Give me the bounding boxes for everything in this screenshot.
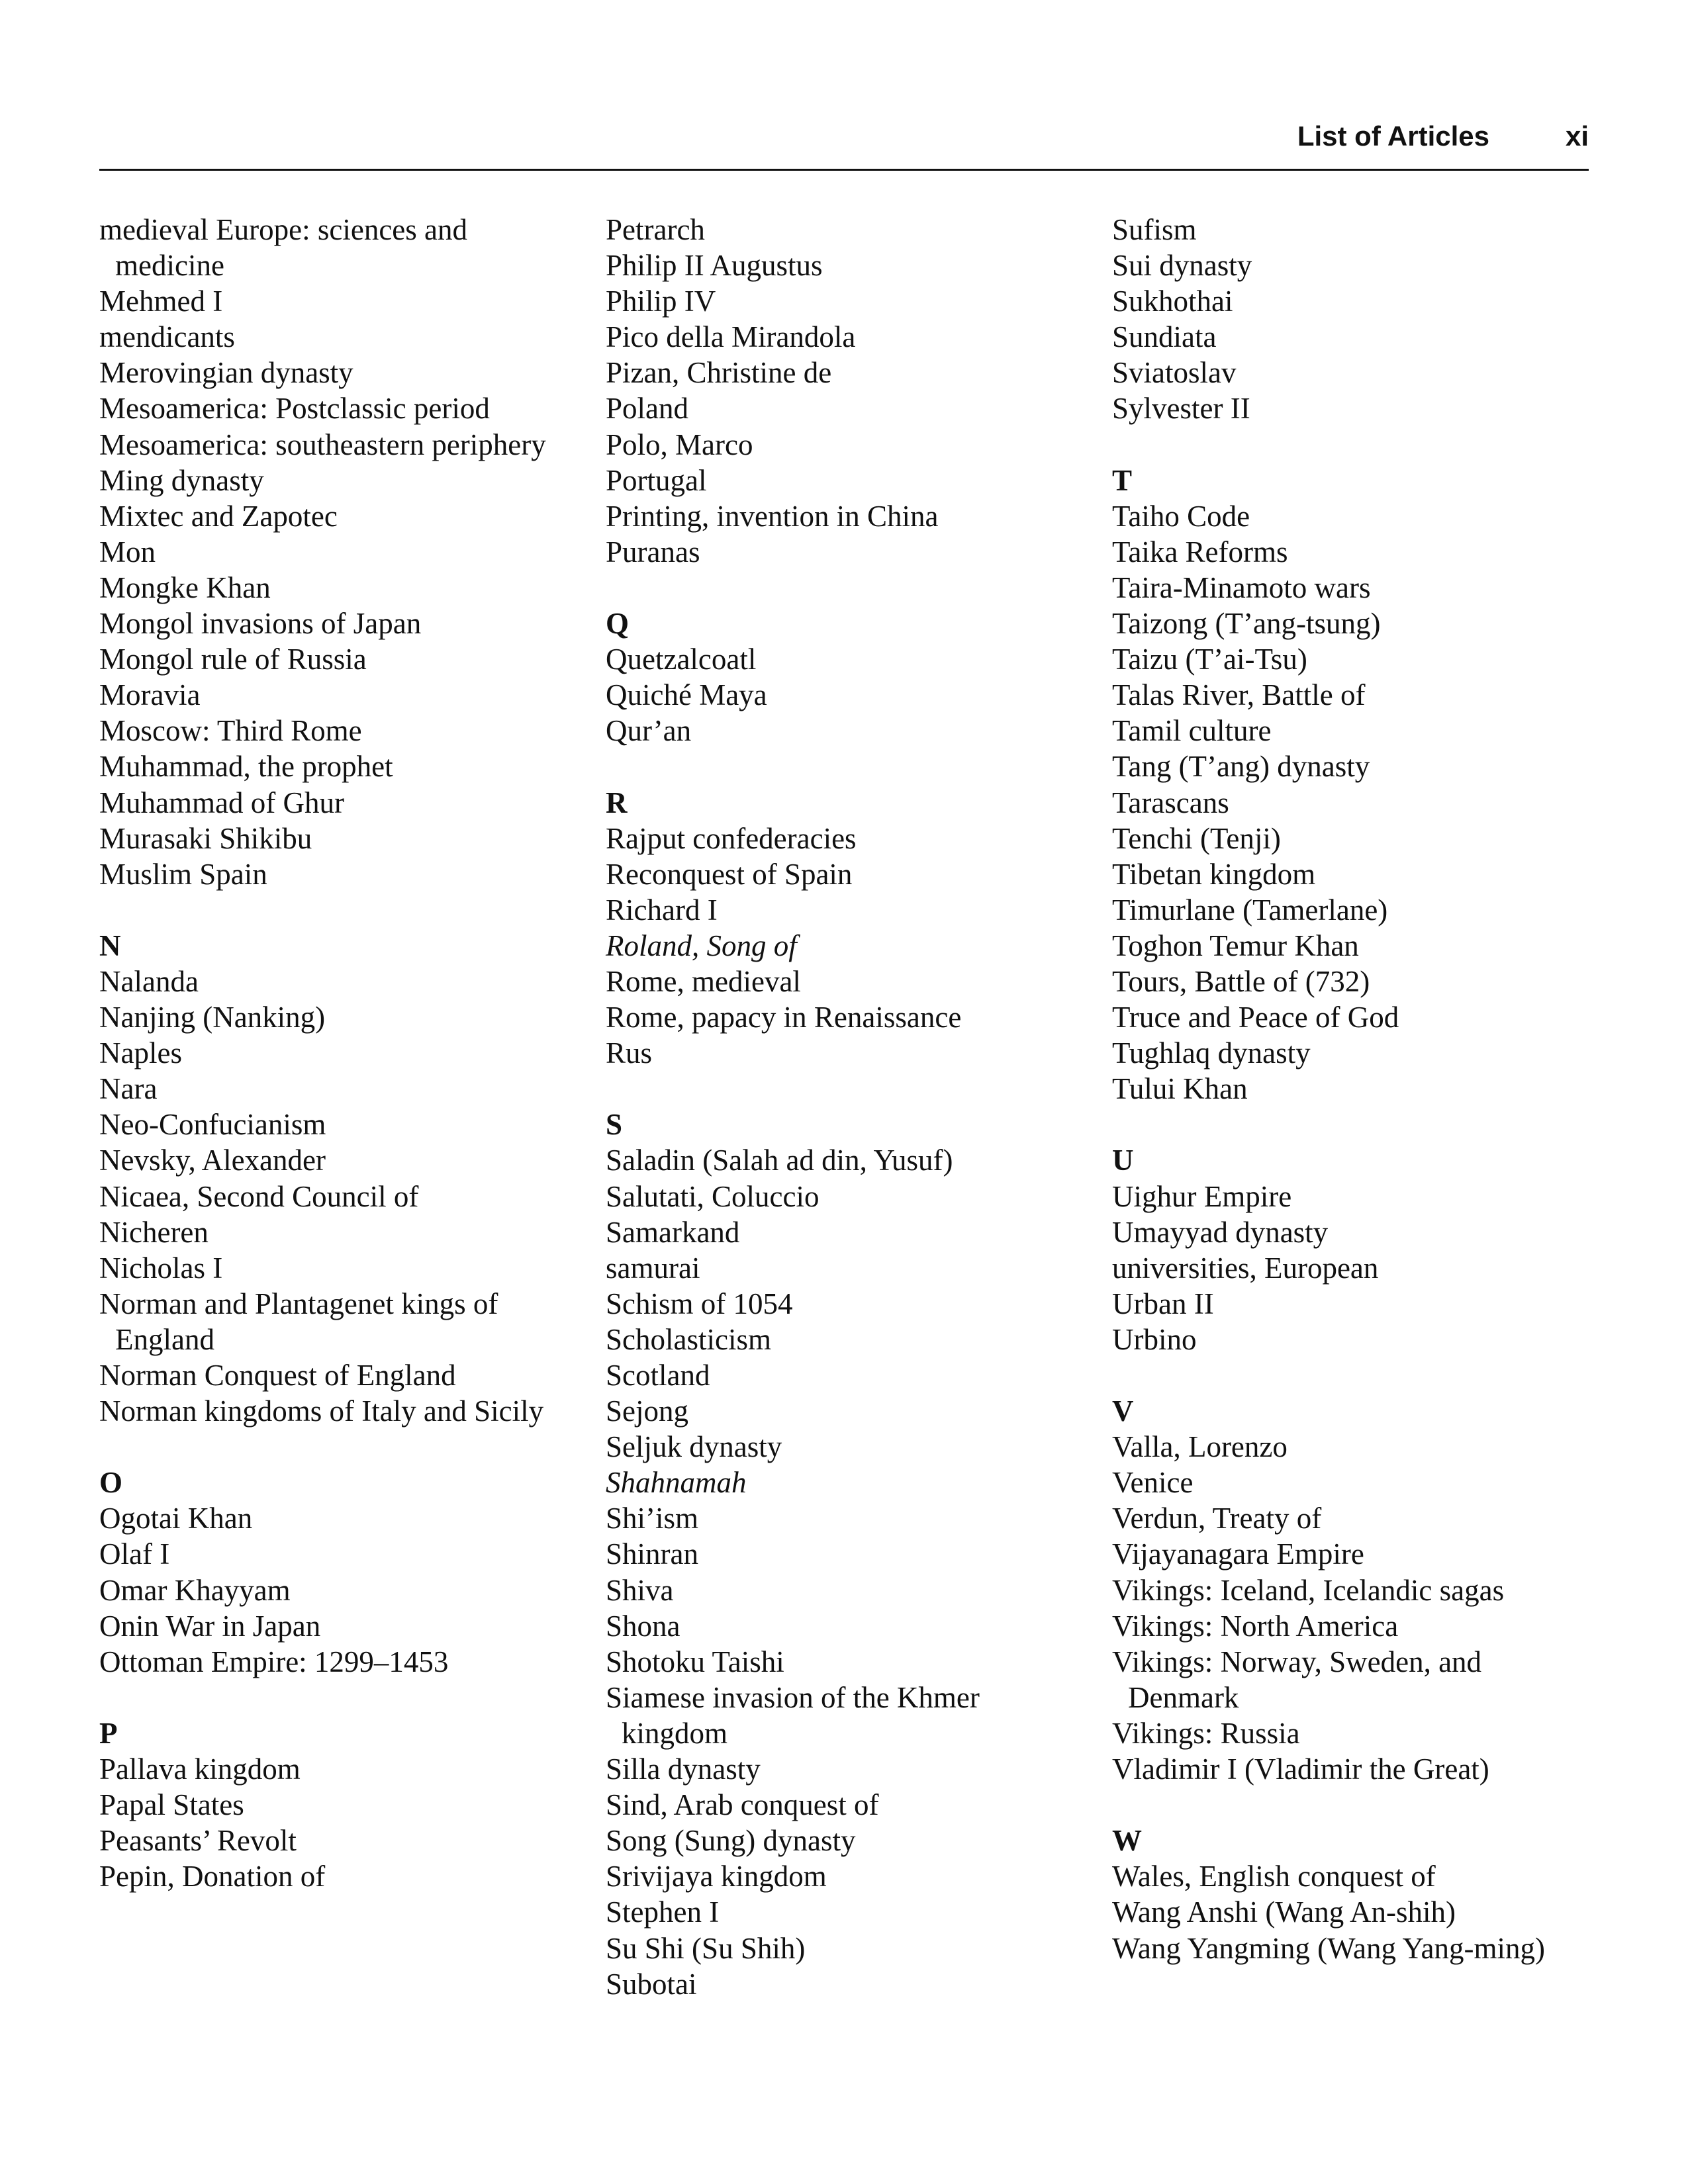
article-entry: Wales, English conquest of bbox=[1112, 1860, 1436, 1893]
article-entry: Vikings: Russia bbox=[1112, 1716, 1300, 1750]
article-entry: Muslim Spain bbox=[99, 857, 267, 891]
index-section bbox=[606, 1107, 1082, 2001]
section-letter-heading: P bbox=[99, 1716, 118, 1750]
article-entry: Tenchi (Tenji) bbox=[1112, 821, 1281, 855]
index-section bbox=[1112, 463, 1589, 1107]
article-entry: Murasaki Shikibu bbox=[99, 821, 312, 855]
article-entry: Muhammad of Ghur bbox=[99, 786, 344, 819]
article-entry: Tang (T’ang) dynasty bbox=[1112, 750, 1370, 784]
section-letter-heading: Q bbox=[606, 607, 630, 641]
article-entry: Quetzalcoatl bbox=[606, 643, 757, 676]
article-entry: Philip II Augustus bbox=[606, 249, 823, 283]
article-entry: Moscow: Third Rome bbox=[99, 714, 362, 748]
article-entry: Portugal bbox=[606, 463, 707, 497]
article-entry: Su Shi (Su Shih) bbox=[606, 1931, 806, 1965]
article-entry: Truce and Peace of God bbox=[1112, 1001, 1399, 1034]
article-entry: Mon bbox=[99, 535, 156, 569]
article-entry: Song (Sung) dynasty bbox=[606, 1824, 856, 1858]
article-entry: Quiché Maya bbox=[606, 678, 767, 712]
article-entry: Poland bbox=[606, 392, 689, 426]
article-entry: Pallava kingdom bbox=[99, 1752, 301, 1786]
article-entry: Siamese invasion of the Khmer kingdom bbox=[606, 1680, 980, 1750]
index-section bbox=[1112, 1823, 1589, 1966]
article-entry: Papal States bbox=[99, 1788, 244, 1822]
article-entry: Mesoamerica: southeastern periphery bbox=[99, 428, 546, 461]
article-entry: Shona bbox=[606, 1609, 680, 1643]
article-column-1 bbox=[99, 212, 576, 1931]
index-section bbox=[606, 212, 1082, 570]
article-entry: Taira-Minamoto wars bbox=[1112, 570, 1371, 604]
article-entry: Tului Khan bbox=[1112, 1072, 1248, 1106]
article-entry: Ming dynasty bbox=[99, 463, 264, 497]
article-entry: Scholasticism bbox=[606, 1322, 771, 1356]
article-entry: Mixtec and Zapotec bbox=[99, 499, 338, 533]
article-entry: Sukhothai bbox=[1112, 285, 1233, 318]
article-entry: Venice bbox=[1112, 1466, 1194, 1500]
article-entry: Tarascans bbox=[1112, 786, 1229, 819]
article-entry: Mongol rule of Russia bbox=[99, 643, 367, 676]
article-entry: Timurlane (Tamerlane) bbox=[1112, 893, 1388, 927]
article-entry: Mongke Khan bbox=[99, 570, 271, 604]
article-entry: Taiho Code bbox=[1112, 499, 1250, 533]
article-entry: Wang Anshi (Wang An-shih) bbox=[1112, 1895, 1456, 1929]
article-entry: universities, European bbox=[1112, 1251, 1379, 1285]
index-section bbox=[606, 785, 1082, 1071]
article-entry: Schism of 1054 bbox=[606, 1287, 793, 1320]
article-entry: Uighur Empire bbox=[1112, 1179, 1292, 1213]
article-entry: Onin War in Japan bbox=[99, 1609, 321, 1643]
article-entry: Valla, Lorenzo bbox=[1112, 1430, 1288, 1464]
article-entry: Ottoman Empire: 1299–1453 bbox=[99, 1645, 449, 1678]
article-entry: Sufism bbox=[1112, 213, 1197, 246]
article-entry: samurai bbox=[606, 1251, 700, 1285]
article-entry: Scotland bbox=[606, 1359, 710, 1392]
article-entry: Norman Conquest of England bbox=[99, 1359, 456, 1392]
article-entry: Neo-Confucianism bbox=[99, 1108, 326, 1142]
article-entry: Nicaea, Second Council of bbox=[99, 1179, 419, 1213]
article-entry: Ogotai Khan bbox=[99, 1502, 253, 1535]
article-entry: Roland, Song of bbox=[606, 929, 797, 962]
article-entry: Nevsky, Alexander bbox=[99, 1144, 326, 1177]
article-entry: Shotoku Taishi bbox=[606, 1645, 784, 1678]
article-column-3 bbox=[1112, 212, 1589, 2002]
section-letter-heading: W bbox=[1112, 1824, 1142, 1858]
article-entry: Stephen I bbox=[606, 1895, 720, 1929]
article-entry: Philip IV bbox=[606, 285, 716, 318]
article-entry: Shinran bbox=[606, 1537, 698, 1571]
article-entry: Vladimir I (Vladimir the Great) bbox=[1112, 1752, 1489, 1786]
article-entry: medieval Europe: sciences and medicine bbox=[99, 213, 468, 283]
article-entry: Rome, papacy in Renaissance bbox=[606, 1001, 962, 1034]
article-entry: Taizu (T’ai-Tsu) bbox=[1112, 643, 1307, 676]
article-entry: Qur’an bbox=[606, 714, 692, 748]
article-entry: Rus bbox=[606, 1036, 653, 1070]
article-entry: Sejong bbox=[606, 1394, 689, 1428]
article-entry: Salutati, Coluccio bbox=[606, 1179, 820, 1213]
article-entry: Norman kingdoms of Italy and Sicily bbox=[99, 1394, 544, 1428]
section-letter-heading: R bbox=[606, 786, 628, 819]
article-entry: Mehmed I bbox=[99, 285, 223, 318]
article-entry: Nanjing (Nanking) bbox=[99, 1001, 326, 1034]
article-entry: Peasants’ Revolt bbox=[99, 1824, 297, 1858]
article-entry: Norman and Plantagenet kings of England bbox=[99, 1287, 498, 1356]
article-entry: Nicholas I bbox=[99, 1251, 223, 1285]
article-entry: Sundiata bbox=[1112, 320, 1217, 354]
article-entry: Talas River, Battle of bbox=[1112, 678, 1366, 712]
article-entry: Vikings: Norway, Sweden, and Denmark bbox=[1112, 1645, 1482, 1714]
article-entry: Naples bbox=[99, 1036, 182, 1070]
article-entry: Polo, Marco bbox=[606, 428, 753, 461]
article-entry: Urban II bbox=[1112, 1287, 1214, 1320]
article-entry: Pizan, Christine de bbox=[606, 356, 832, 390]
section-letter-heading: N bbox=[99, 929, 121, 962]
article-entry: Rajput confederacies bbox=[606, 821, 857, 855]
article-entry: Sviatoslav bbox=[1112, 356, 1237, 390]
article-entry: Rome, medieval bbox=[606, 964, 801, 998]
section-letter-heading: V bbox=[1112, 1394, 1134, 1428]
index-section bbox=[99, 1465, 576, 1680]
article-entry: Urbino bbox=[1112, 1322, 1197, 1356]
section-letter-heading: U bbox=[1112, 1144, 1134, 1177]
article-entry: Samarkand bbox=[606, 1215, 740, 1249]
article-entry: Toghon Temur Khan bbox=[1112, 929, 1359, 962]
article-entry: Subotai bbox=[606, 1967, 697, 2001]
article-entry: Merovingian dynasty bbox=[99, 356, 353, 390]
article-column-2 bbox=[606, 212, 1082, 2038]
page-number: xi bbox=[1565, 120, 1589, 152]
section-letter-heading: O bbox=[99, 1466, 123, 1500]
article-entry: Printing, invention in China bbox=[606, 499, 939, 533]
article-entry: Petrarch bbox=[606, 213, 705, 246]
article-entry: Sylvester II bbox=[1112, 392, 1250, 426]
article-entry: Taizong (T’ang-tsung) bbox=[1112, 607, 1381, 641]
article-entry: Sui dynasty bbox=[1112, 249, 1252, 283]
article-entry: Mesoamerica: Postclassic period bbox=[99, 392, 490, 426]
article-entry: mendicants bbox=[99, 320, 235, 354]
article-entry: Wang Yangming (Wang Yang-ming) bbox=[1112, 1931, 1545, 1965]
index-section bbox=[1112, 1142, 1589, 1357]
article-entry: Saladin (Salah ad din, Yusuf) bbox=[606, 1144, 953, 1177]
article-entry: Shahnamah bbox=[606, 1466, 747, 1500]
article-entry: Silla dynasty bbox=[606, 1752, 761, 1786]
section-letter-heading: S bbox=[606, 1108, 623, 1142]
index-section bbox=[1112, 212, 1589, 427]
article-entry: Vikings: North America bbox=[1112, 1609, 1399, 1643]
article-entry: Muhammad, the prophet bbox=[99, 750, 393, 784]
article-entry: Tibetan kingdom bbox=[1112, 857, 1316, 891]
index-section bbox=[1112, 1393, 1589, 1787]
article-entry: Vikings: Iceland, Icelandic sagas bbox=[1112, 1573, 1505, 1607]
index-section bbox=[99, 1715, 576, 1894]
article-entry: Sind, Arab conquest of bbox=[606, 1788, 879, 1822]
article-entry: Nara bbox=[99, 1072, 158, 1106]
article-entry: Shiva bbox=[606, 1573, 674, 1607]
article-entry: Olaf I bbox=[99, 1537, 170, 1571]
article-entry: Verdun, Treaty of bbox=[1112, 1502, 1322, 1535]
article-entry: Tours, Battle of (732) bbox=[1112, 964, 1370, 998]
article-entry: Umayyad dynasty bbox=[1112, 1215, 1329, 1249]
section-letter-heading: T bbox=[1112, 463, 1133, 497]
article-entry: Shi’ism bbox=[606, 1502, 699, 1535]
article-entry: Reconquest of Spain bbox=[606, 857, 853, 891]
article-entry: Vijayanagara Empire bbox=[1112, 1537, 1364, 1571]
article-entry: Tamil culture bbox=[1112, 714, 1272, 748]
article-entry: Puranas bbox=[606, 535, 700, 569]
article-entry: Nicheren bbox=[99, 1215, 209, 1249]
article-entry: Richard I bbox=[606, 893, 718, 927]
running-head-title: List of Articles bbox=[1297, 120, 1489, 152]
article-entry: Tughlaq dynasty bbox=[1112, 1036, 1311, 1070]
index-section bbox=[606, 606, 1082, 749]
article-entry: Taika Reforms bbox=[1112, 535, 1288, 569]
article-entry: Nalanda bbox=[99, 964, 199, 998]
article-entry: Srivijaya kingdom bbox=[606, 1860, 827, 1893]
article-entry: Mongol invasions of Japan bbox=[99, 607, 422, 641]
page-header bbox=[99, 113, 1589, 171]
article-entry: Pepin, Donation of bbox=[99, 1860, 326, 1893]
article-entry: Moravia bbox=[99, 678, 201, 712]
article-entry: Omar Khayyam bbox=[99, 1573, 291, 1607]
article-entry: Seljuk dynasty bbox=[606, 1430, 782, 1464]
article-entry: Pico della Mirandola bbox=[606, 320, 856, 354]
index-section bbox=[99, 212, 576, 892]
index-section bbox=[99, 928, 576, 1429]
